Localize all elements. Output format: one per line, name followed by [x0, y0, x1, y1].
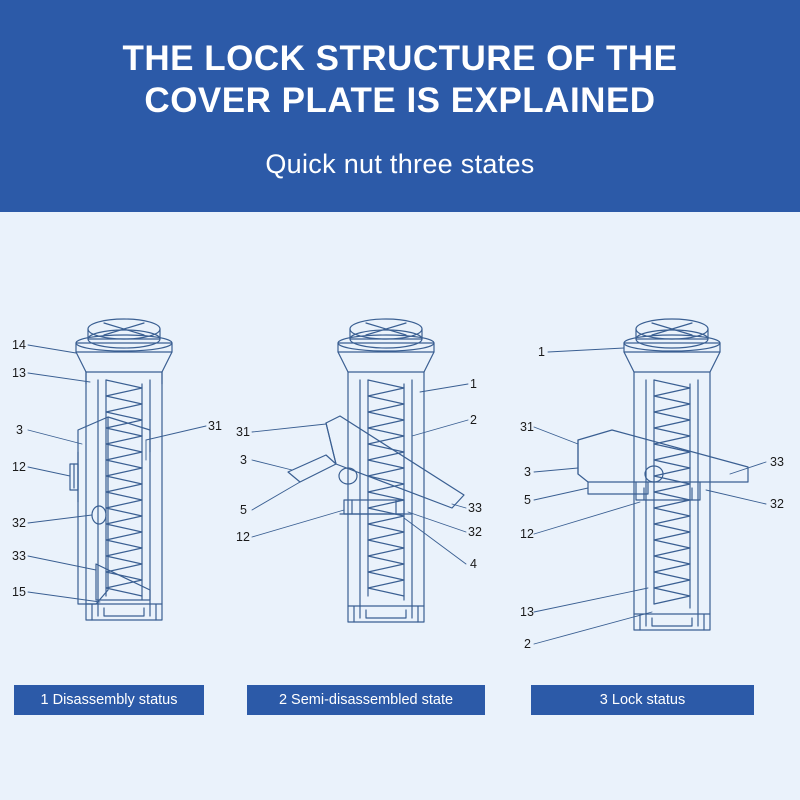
callout-p3-13: 13: [520, 605, 534, 619]
page-subtitle: Quick nut three states: [265, 148, 535, 179]
callout-p1-12: 12: [12, 460, 26, 474]
callout-p2-12: 12: [236, 530, 250, 544]
callout-p1-15: 15: [12, 585, 26, 599]
callout-p3-33: 33: [770, 455, 784, 469]
panel-3-drawing: [578, 319, 748, 630]
callout-p2-1: 1: [470, 377, 477, 391]
callout-p3-3: 3: [524, 465, 531, 479]
panel-1-drawing: [70, 319, 172, 620]
diagram-area: [0, 212, 800, 800]
callout-p1-3: 3: [16, 423, 23, 437]
page-title: THE LOCK STRUCTURE OF THE COVER PLATE IS EXPLAINED: [122, 39, 678, 120]
callout-p2-32: 32: [468, 525, 482, 539]
callout-p1-14: 14: [12, 338, 26, 352]
callout-p2-33: 33: [468, 501, 482, 515]
callout-p1-31: 31: [208, 419, 222, 433]
callout-p2-4: 4: [470, 557, 477, 571]
callout-p3-2: 2: [524, 637, 531, 651]
callout-p2-31: 31: [236, 425, 250, 439]
panel-3-leaders: [534, 348, 766, 644]
callout-p1-13: 13: [12, 366, 26, 380]
callout-p3-32: 32: [770, 497, 784, 511]
callout-p3-12: 12: [520, 527, 534, 541]
caption-panel-1: 1 Disassembly status: [14, 685, 204, 715]
panel-2-drawing: [288, 319, 464, 622]
callout-p2-3: 3: [240, 453, 247, 467]
callout-p3-1: 1: [538, 345, 545, 359]
header-banner: [0, 0, 800, 212]
callout-p1-32: 32: [12, 516, 26, 530]
callout-p2-5: 5: [240, 503, 247, 517]
callout-p3-5: 5: [524, 493, 531, 507]
callout-p2-2: 2: [470, 413, 477, 427]
callout-p3-31: 31: [520, 420, 534, 434]
caption-panel-2: 2 Semi-disassembled state: [247, 685, 485, 715]
callout-p1-33: 33: [12, 549, 26, 563]
caption-panel-3: 3 Lock status: [531, 685, 754, 715]
